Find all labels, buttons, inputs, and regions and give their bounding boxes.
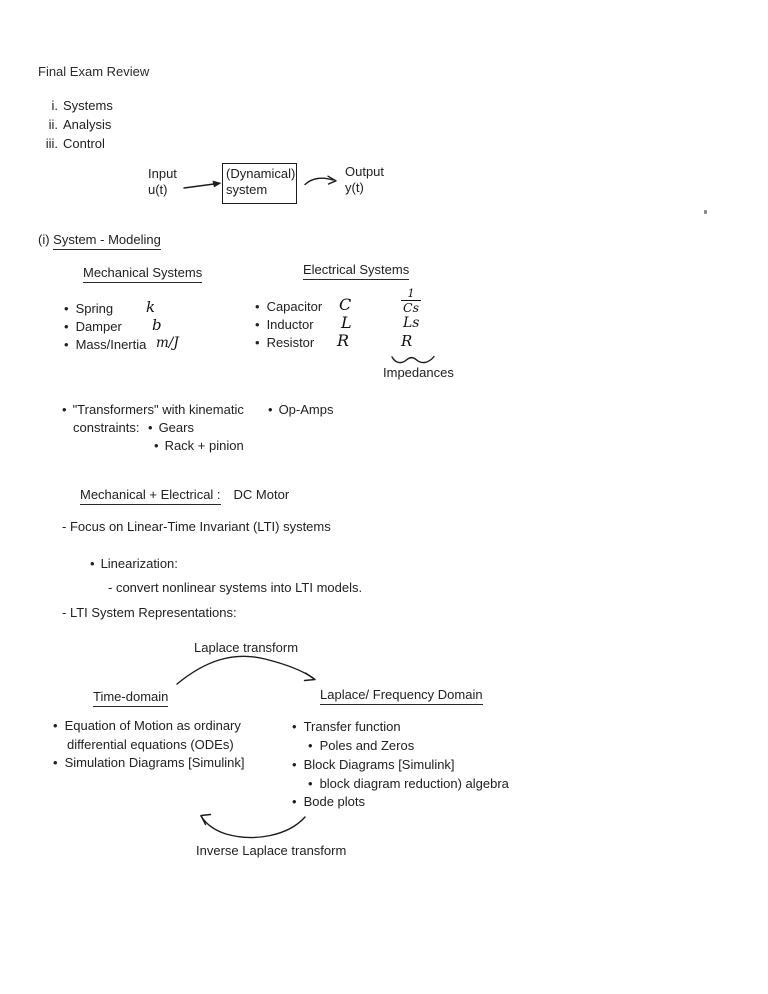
- laplace-arc-arrow-icon: [175, 653, 321, 687]
- outline-item-analysis: [38, 115, 113, 134]
- electrical-item-resistor: • Resistor: [255, 335, 314, 351]
- transformers-line2: constraints:: [73, 420, 140, 435]
- impedances-label: Impedances: [383, 365, 454, 380]
- block-diagram-output-label: [345, 164, 384, 196]
- handwritten-spring-symbol: k: [146, 298, 156, 316]
- handwritten-inductor-impedance: Ls: [403, 315, 420, 331]
- outline-numeral: iii.: [45, 136, 58, 151]
- electrical-heading: [303, 262, 409, 280]
- outline-numeral: i.: [51, 98, 58, 113]
- section-heading: [38, 232, 161, 250]
- time-domain-heading-text: Time-domain: [93, 689, 168, 707]
- linearization-item: • Linearization:: [90, 556, 178, 572]
- time-item-odes-line1: • Equation of Motion as ordinary: [53, 718, 241, 734]
- mechanical-item-damper: • Damper: [64, 319, 122, 335]
- laplace-transform-label: Laplace transform: [194, 640, 299, 655]
- frequency-domain-heading: [320, 687, 483, 705]
- right-arrow-icon: [183, 179, 223, 191]
- input-signal: u(t): [148, 182, 168, 197]
- handwritten-resistor-impedance: R: [401, 332, 413, 350]
- handwritten-capacitor-impedance: [401, 289, 421, 315]
- electrical-item-capacitor: • Capacitor: [255, 299, 322, 315]
- handwritten-mass-symbol: m/J: [156, 335, 179, 351]
- transformers-sub-gears: • Gears: [148, 420, 194, 436]
- mechanical-item-spring: • Spring: [64, 301, 113, 317]
- transformers-line1: • "Transformers" with kinematic: [62, 402, 244, 418]
- page-title: Final Exam Review: [38, 64, 150, 79]
- opamps-item: • Op-Amps: [268, 402, 333, 418]
- time-item-odes-line2: differential equations (ODEs): [67, 737, 234, 752]
- handwritten-inductor-symbol: L: [341, 313, 352, 332]
- freq-item-block-diagrams: • Block Diagrams [Simulink]: [292, 757, 455, 773]
- transformers-sub-rack-pinion: • Rack + pinion: [154, 438, 244, 454]
- outline-numeral: ii.: [48, 117, 58, 132]
- outline-item-systems: [38, 96, 113, 115]
- representations-note: - LTI System Representations:: [62, 605, 237, 620]
- freq-item-poles-zeros: • Poles and Zeros: [308, 738, 414, 754]
- output-word: Output: [345, 164, 385, 179]
- curved-right-arrow-icon: [304, 173, 340, 189]
- input-word: Input: [148, 166, 177, 181]
- freq-item-block-diagram-reduction: • block diagram reduction) algebra: [308, 776, 509, 792]
- mechanical-heading: [83, 265, 202, 283]
- combo-value: DC Motor: [233, 487, 290, 502]
- electrical-item-inductor: • Inductor: [255, 317, 314, 333]
- freq-item-transfer-function: • Transfer function: [292, 719, 401, 735]
- time-item-simulation-diagrams: • Simulation Diagrams [Simulink]: [53, 755, 244, 771]
- system-block: [222, 163, 297, 204]
- output-signal: y(t): [345, 180, 364, 195]
- outline-label: Systems: [63, 98, 113, 113]
- mechanical-item-mass: • Mass/Inertia: [64, 337, 146, 353]
- freq-item-bode-plots: • Bode plots: [292, 794, 365, 810]
- time-domain-heading: [93, 689, 168, 707]
- system-block-line1: (Dynamical): [226, 166, 296, 181]
- fraction-denominator: Cs: [403, 300, 419, 315]
- system-block-line2: system: [226, 182, 268, 197]
- handwritten-capacitor-symbol: C: [339, 295, 352, 314]
- outline-item-control: [38, 134, 113, 153]
- combo-heading: Mechanical + Electrical :: [80, 487, 221, 505]
- electrical-heading-text: Electrical Systems: [303, 262, 409, 280]
- handwritten-resistor-symbol: R: [337, 331, 350, 350]
- outline-label: Control: [63, 136, 105, 151]
- combo-heading-row: [80, 487, 289, 505]
- outline-label: Analysis: [63, 117, 112, 132]
- block-diagram-input-label: [148, 166, 177, 198]
- linearization-sub-note: - convert nonlinear systems into LTI models.: [108, 580, 363, 595]
- section-title: System - Modeling: [53, 232, 161, 250]
- inverse-laplace-arc-arrow-icon: [196, 810, 308, 842]
- handwritten-damper-symbol: b: [152, 316, 162, 334]
- fraction-numerator: 1: [407, 287, 415, 300]
- inverse-laplace-label: Inverse Laplace transform: [196, 843, 347, 858]
- section-prefix: (i): [38, 232, 54, 247]
- frequency-domain-heading-text: Laplace/ Frequency Domain: [320, 687, 483, 705]
- outline-list: [38, 96, 113, 153]
- stray-ink-mark: [704, 210, 707, 214]
- focus-note: - Focus on Linear-Time Invariant (LTI) systems: [62, 519, 331, 534]
- mechanical-heading-text: Mechanical Systems: [83, 265, 202, 283]
